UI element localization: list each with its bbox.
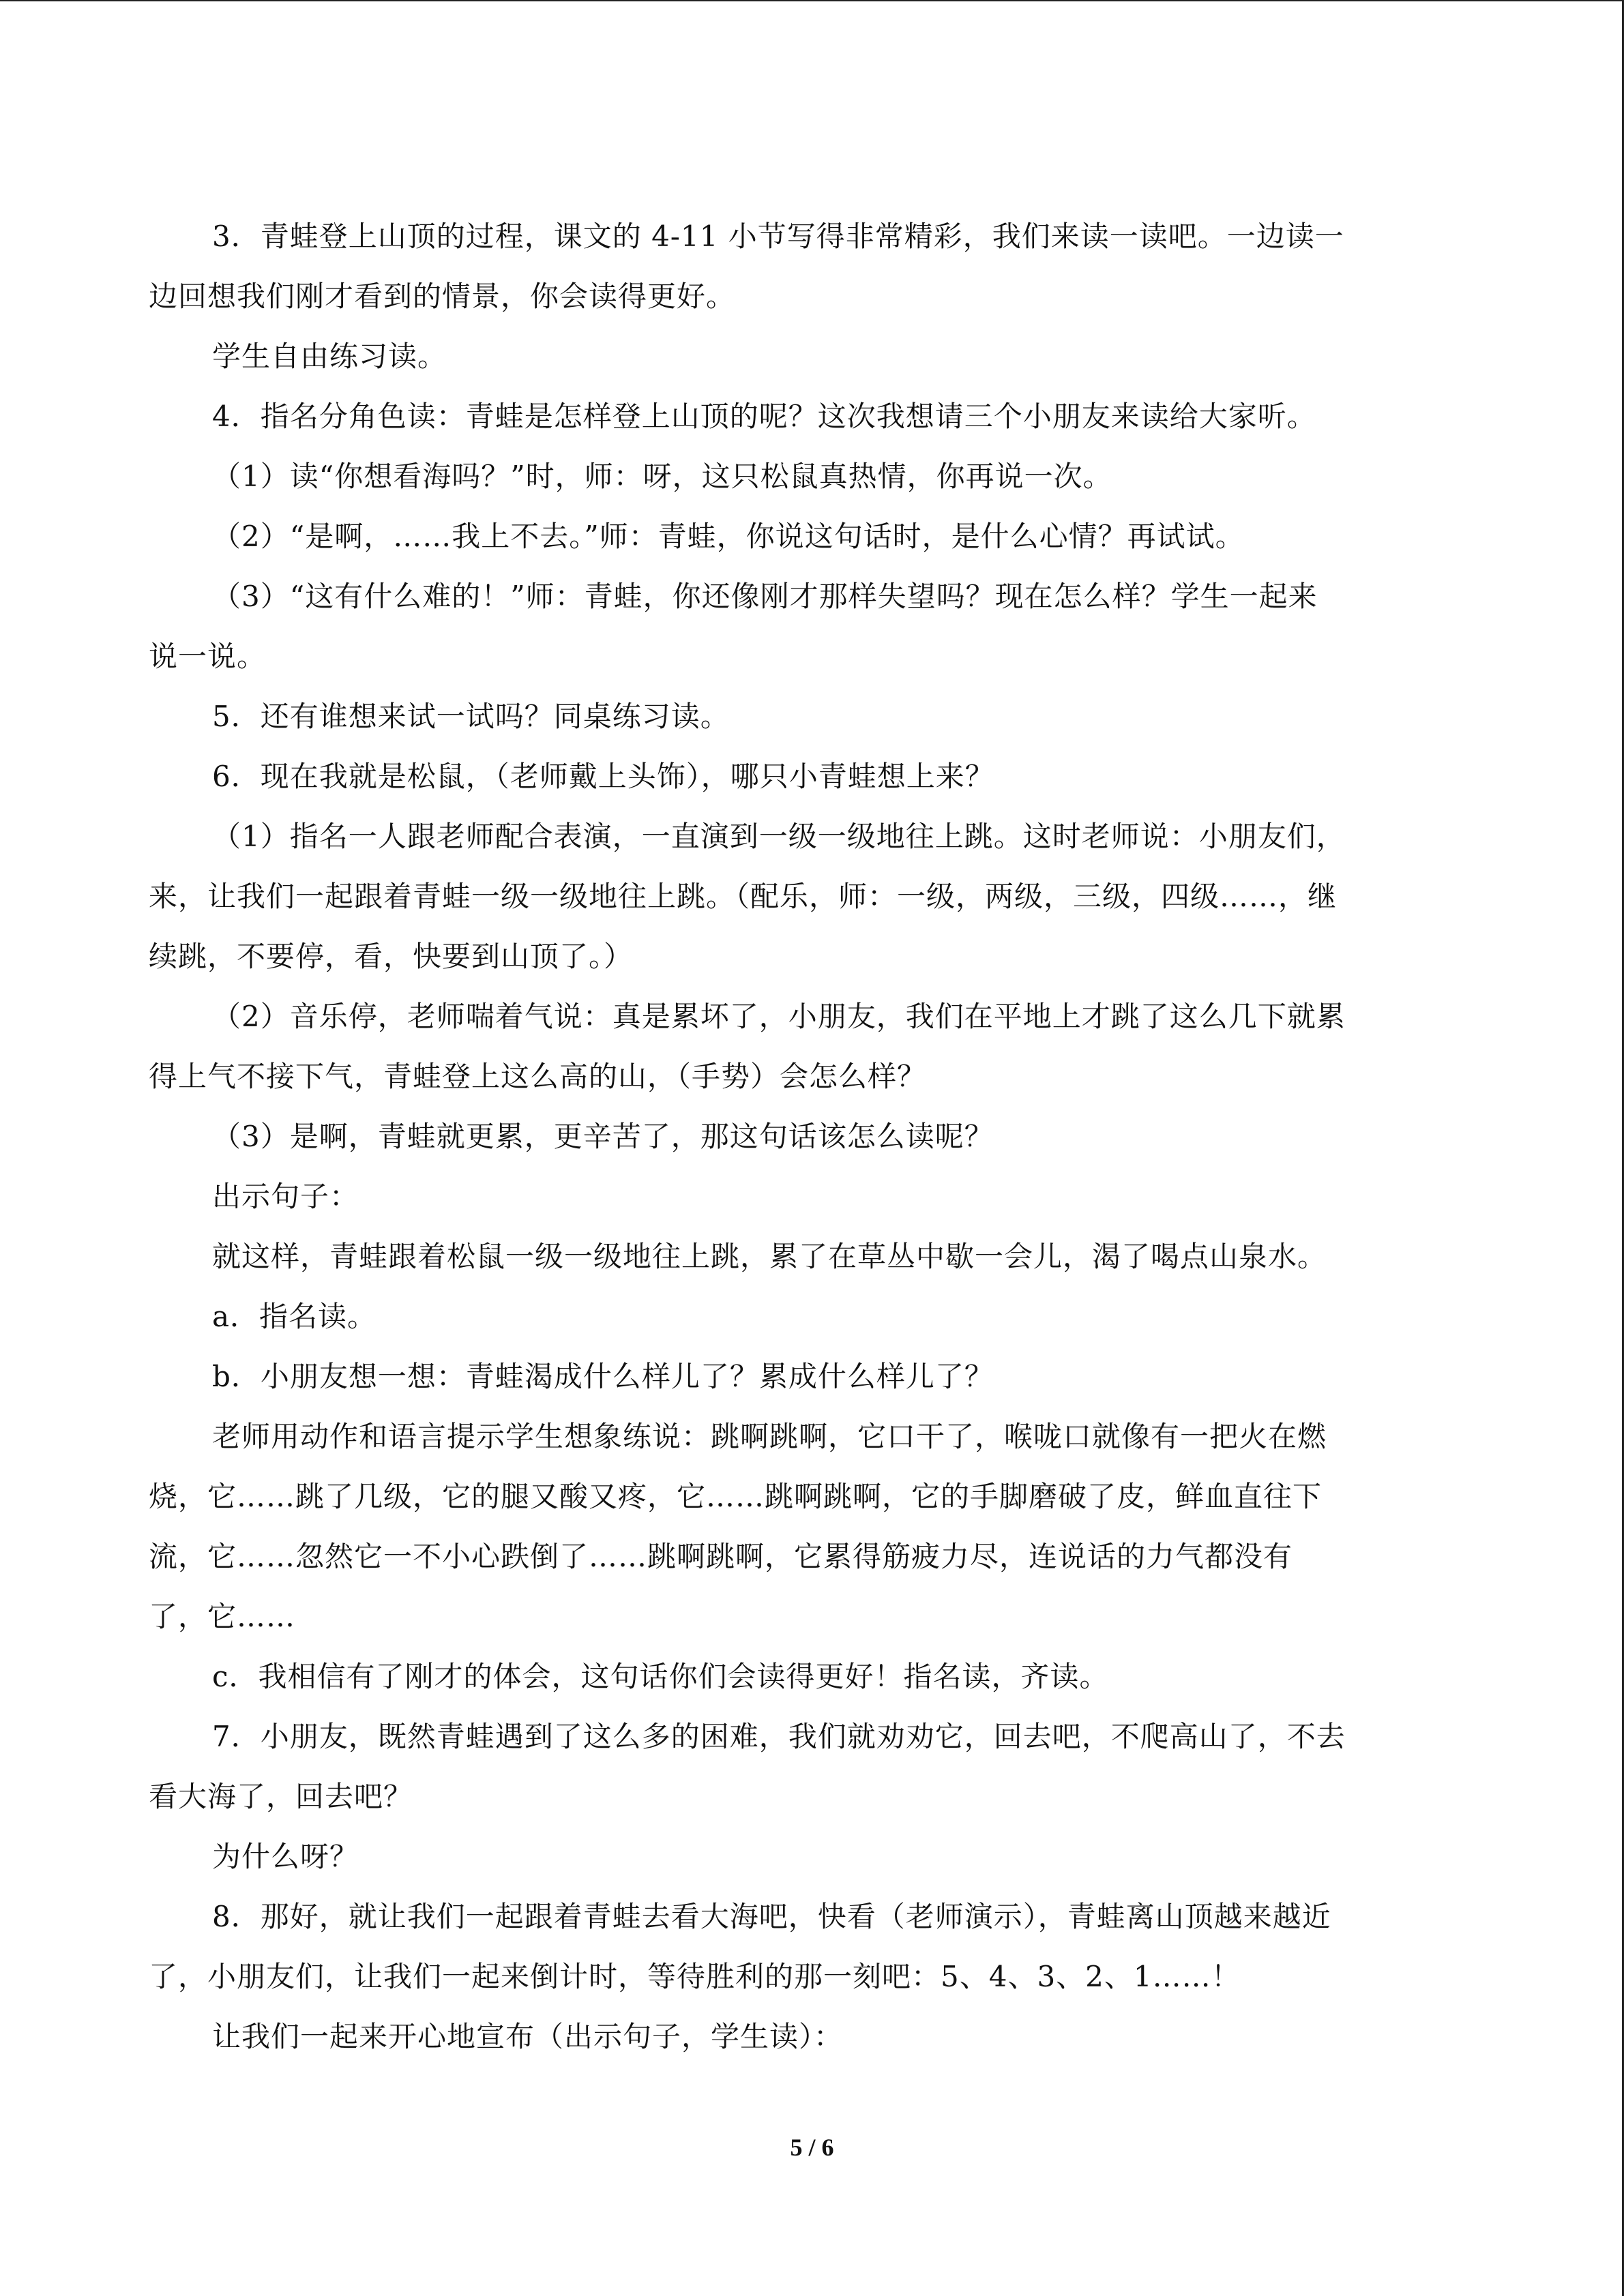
- paragraph-line: 出示句子：: [212, 1180, 359, 1213]
- paragraph-line: 3．青蛙登上山顶的过程，课文的 4-11 小节写得非常精彩，我们来读一读吧。一边读一: [212, 220, 1344, 253]
- paragraph-line: 6．现在我就是松鼠，（老师戴上头饰），哪只小青蛙想上来？: [212, 760, 994, 793]
- paragraph-line: 流，它……忽然它一不小心跌倒了……跳啊跳啊，它累得筋疲力尽，连说话的力气都没有: [149, 1540, 1293, 1573]
- paragraph-line: a．指名读。: [212, 1300, 377, 1333]
- paragraph-line: b．小朋友想一想：青蛙渴成什么样儿了？累成什么样儿了？: [212, 1360, 994, 1393]
- paragraph-line: 为什么呀？: [212, 1840, 359, 1873]
- paragraph-line: 老师用动作和语言提示学生想象练说：跳啊跳啊，它口干了，喉咙口就像有一把火在燃: [212, 1420, 1327, 1453]
- paragraph-line: 得上气不接下气，青蛙登上这么高的山，（手势）会怎么样？: [149, 1060, 927, 1093]
- paragraph-line: （2）“是啊，……我上不去。”师：青蛙，你说这句话时，是什么心情？再试试。: [212, 520, 1245, 553]
- paragraph-line: 续跳，不要停，看，快要到山顶了。）: [149, 940, 634, 973]
- paragraph-line: c．我相信有了刚才的体会，这句话你们会读得更好！指名读，齐读。: [212, 1660, 1109, 1693]
- paragraph-line: 4．指名分角色读：青蛙是怎样登上山顶的呢？这次我想请三个小朋友来读给大家听。: [212, 400, 1316, 433]
- paragraph-line: 7．小朋友，既然青蛙遇到了这么多的困难，我们就劝劝它，回去吧，不爬高山了，不去: [212, 1720, 1346, 1753]
- paragraph-line: （3）“这有什么难的！”师：青蛙，你还像刚才那样失望吗？现在怎么样？学生一起来: [212, 580, 1318, 613]
- paragraph-line: 看大海了，回去吧？: [149, 1780, 413, 1813]
- paragraph-line: 了，它……: [149, 1600, 296, 1633]
- paragraph-line: 5．还有谁想来试一试吗？同桌练习读。: [212, 700, 730, 733]
- paragraph-line: 说一说。: [149, 640, 267, 673]
- paragraph-line: （2）音乐停，老师喘着气说：真是累坏了，小朋友，我们在平地上才跳了这么几下就累: [212, 1000, 1346, 1033]
- paragraph-line: 学生自由练习读。: [212, 340, 447, 373]
- paragraph-line: 就这样，青蛙跟着松鼠一级一级地往上跳，累了在草丛中歇一会儿，渴了喝点山泉水。: [212, 1240, 1327, 1273]
- paragraph-line: 让我们一起来开心地宣布（出示句子，学生读）：: [212, 2020, 844, 2053]
- paragraph-line: （1）指名一人跟老师配合表演，一直演到一级一级地往上跳。这时老师说：小朋友们，: [212, 820, 1346, 853]
- paragraph-line: 了，小朋友们，让我们一起来倒计时，等待胜利的那一刻吧：5、4、3、2、1……！: [149, 1960, 1241, 1993]
- paragraph-line: 烧，它……跳了几级，它的腿又酸又疼，它……跳啊跳啊，它的手脚磨破了皮，鲜血直往下: [149, 1480, 1323, 1513]
- paragraph-line: 边回想我们刚才看到的情景，你会读得更好。: [149, 280, 736, 313]
- paragraph-line: （3）是啊，青蛙就更累，更辛苦了，那这句话该怎么读呢？: [212, 1120, 994, 1153]
- paragraph-line: （1）读“你想看海吗？”时，师：呀，这只松鼠真热情，你再说一次。: [212, 460, 1112, 493]
- paragraph-line: 来，让我们一起跟着青蛙一级一级地往上跳。（配乐，师：一级，两级，三级，四级……，继: [149, 880, 1338, 913]
- page-top-border: [0, 0, 1624, 1]
- paragraph-line: 8．那好，就让我们一起跟着青蛙去看大海吧，快看（老师演示），青蛙离山顶越来越近: [212, 1900, 1331, 1933]
- page-number: 5 / 6: [790, 2134, 834, 2161]
